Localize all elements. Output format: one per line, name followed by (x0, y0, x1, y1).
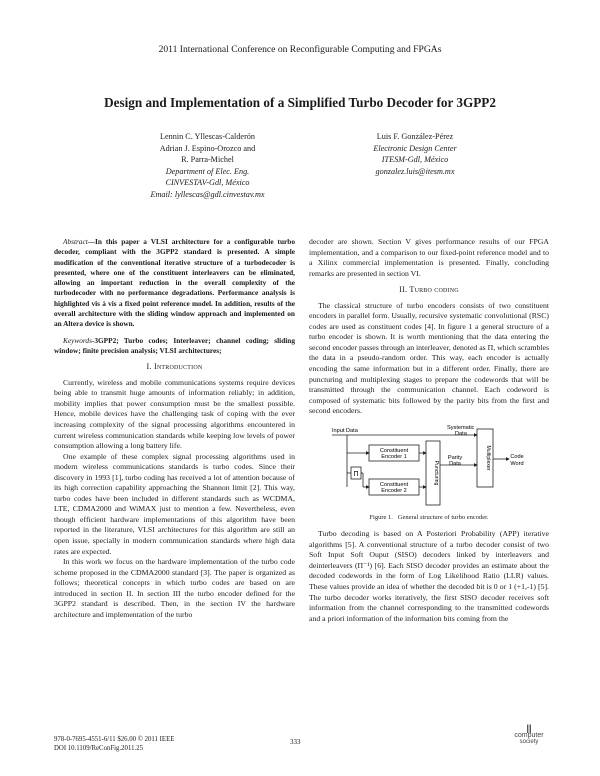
paper-title: Design and Implementation of a Simplified Turbo Decoder for 3GPP2 (104, 95, 496, 110)
figure-label: Data (449, 460, 461, 467)
figure-label: Constituent (379, 481, 409, 488)
footer-doi: DOI 10.1109/ReConFig.2011.25 (54, 744, 143, 752)
figure-label: Constituent (379, 447, 409, 454)
footer-isbn: 978-0-7695-4551-6/11 $26.00 © 2011 IEEE (54, 736, 175, 743)
keywords (54, 336, 295, 357)
author-name: Lennin C. Yllescas-Calderón (160, 132, 255, 141)
body-paragraph: One example of these complex signal processing algorithms used in modern wireless communications standards is turbo codes. Since their discovery in 1993 [1], turbo coding has received a lot of attention because of its high correction capability approaching the Shannon limit [2]. This way, turbo codes have been included in different standards such as WCDMA, LTE, CDMA2000 and WiMAX just to mention a few. Nevertheless, even though efficient hardware implementations of this algorithm have been reported in the literature, VLSI architectures for this algorithm are still an open issue, specially in modern communication standards where high data rates are expected. (54, 451, 295, 556)
right-column (309, 237, 549, 624)
section-heading-turbo-coding: II. Turbo coding (399, 285, 459, 295)
author-name: Luis F. González-Pérez (376, 132, 454, 141)
author-affiliation: CINVESTAV-Gdl, México (165, 178, 250, 188)
author-name: Adrian J. Espino-Orozco and (159, 143, 256, 153)
body-paragraph: decoder are shown. Section V gives performance results of our FPGA implementation, and a comparison to our fixed-point reference model and to a Xilinx commercial implementation is presented. Finally, concluding remarks are presented in section VI. (309, 237, 549, 278)
turbo-encoder-diagram (329, 425, 529, 509)
figure-number: Figure 1. (369, 513, 393, 521)
figure-label: Input Data (332, 427, 358, 434)
footer-left (54, 736, 254, 753)
author-block-right (330, 131, 500, 177)
figure-label: Puncturing (433, 460, 439, 486)
figure-label: Data (455, 430, 467, 437)
keywords-text: -3GPP2; Turbo codes; Interleaver; channel coding; sliding window; finite precision analysis; VLSI architectures; (54, 335, 295, 355)
figure-caption-text: General structure of turbo encoder. (397, 513, 489, 521)
page-number: 333 (290, 738, 301, 746)
figure-label: Encoder 1 (381, 453, 407, 460)
keywords-label: Keywords (63, 335, 92, 345)
body-paragraph: Currently, wireless and mobile communications systems require devices being able to transmit huge amounts of information reliably; in addition, mobility implies that power consumption must be the smallest possible. Hence, mobile devices have the challenging task of coping with the ever increasing complexity of the signal processing algorithms encountered in current wireless communication standards while keeping low levels of power consumption allowing a long battery life. (54, 377, 295, 451)
figure-label: Code (510, 453, 524, 460)
conference-header: 2011 International Conference on Reconfigurable Computing and FPGAs (158, 44, 442, 55)
body-paragraph: The classical structure of turbo encoders consists of two constituent encoders in parallel form. Usually, recursive systematic convolutional (RSC) codes are used as constituent codes [4]. In figure 1 a general structure of a turbo encoder is shown. It is worth mentioning that the data entering the second encoder passes through an interleaver, denoted as Π, which scrambles the data in a pseudo-random order. This way, each encoder is actually encoding the same information but in a different order. Finally, there are puncturing and multiplexing stages to prepare the codewords that will be transmitted through the communication channel. Each codeword is composed of systematic bits followed by the parity bits from the first and second encoders. (309, 300, 549, 416)
author-affiliation: Electronic Design Center (373, 143, 457, 153)
author-affiliation: ITESM-Gdl, México (381, 155, 449, 165)
abstract-text: —In this paper a VLSI architecture for a configurable turbo decoder, compliant with the 3GPP2 standard is presented. A simple modification of the conventional iterative structure of a turbodecoder is presented, where one of the constituent interleavers can be eliminated, allowing an important reduction in the overall complexity of the turbodecoder with no performance degradations. Performance analysis is highlighted vis à vis a fixed point reference model. In addition, results of the overall architecture with the sliding window approach and implemented on an Altera device is shown. (54, 237, 295, 329)
figure-label: Encoder 2 (381, 487, 407, 494)
abstract (54, 237, 295, 330)
author-block-left (120, 131, 295, 201)
figure-label: Parity (447, 454, 463, 461)
body-paragraph: Turbo decoding is based on A Posteriori Probability (APP) iterative algorithms [5]. A conventional structure of a turbo decoder consist of two Soft Input Soft Ouput (SISO) decoders linked by interleavers and deinterleavers (Π⁻¹) [6]. Each SISO decoder provides an estimate about the decoded codewords in the form of Log Likelihood Ratio (LLR) values. These values provide an idea of whether the decoded bit is 0 or 1 (+1,-1) [5]. The turbo decoder works iteratively, the first SISO decoder receives soft information from the channel corresponding to the transmitted codewords and a priori information of the information bits coming from the (309, 529, 549, 623)
author-email: gonzalez.luis@itesm.mx (375, 166, 455, 176)
body-paragraph: In this work we focus on the hardware implementation of the turbo code scheme proposed in the CDMA2000 standard [3]. The paper is organized as follows; theoretical concepts in which turbo codes are based on are introduced in section II. In section III the turbo encoder defined for the 3GPP2 standard is described. Then, in the section IV the hardware architecture and implementation of the turbo (54, 557, 295, 619)
section-heading-introduction: I. Introduction (146, 362, 203, 372)
author-name: R. Parra-Michel (181, 155, 234, 165)
figure-1 (309, 425, 549, 524)
author-affiliation: Department of Elec. Eng. (165, 166, 250, 176)
abstract-label: Abstract (63, 237, 88, 246)
author-email: Email: lyllescas@gdl.cinvestav.mx (150, 189, 265, 199)
left-column (54, 237, 295, 620)
figure-label: Π (353, 470, 359, 478)
figure-label: Word (510, 460, 524, 467)
computer-society-logo: || computer society (514, 723, 544, 745)
figure-caption (309, 513, 549, 524)
figure-label: Systematic (447, 424, 475, 431)
figure-label: Multiplexer (485, 445, 491, 471)
